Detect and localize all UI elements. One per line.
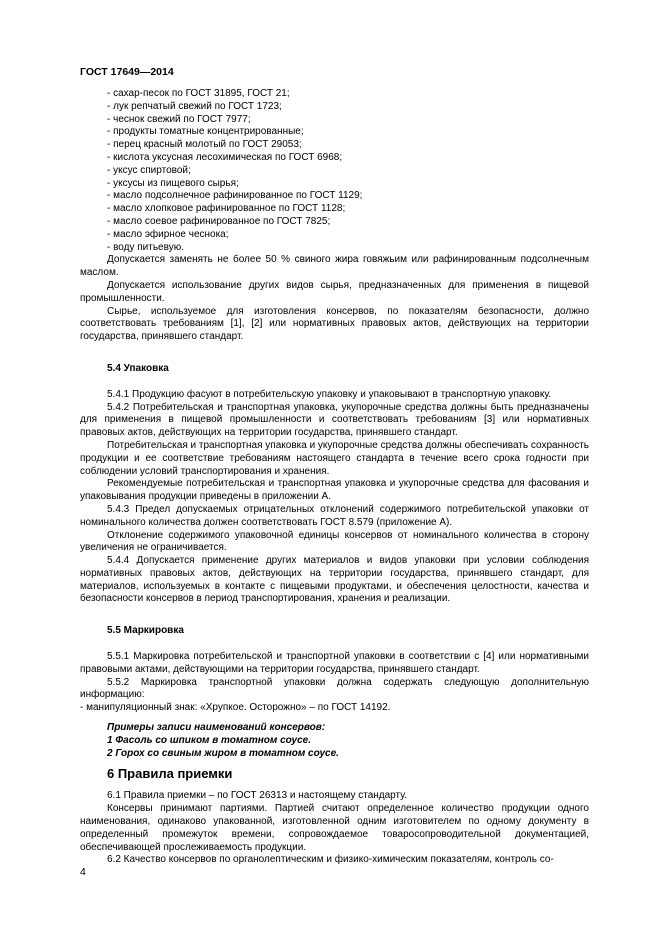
paragraph: 6.1 Правила приемки – по ГОСТ 26313 и настоящему стандарту.	[107, 790, 407, 802]
paragraph: Отклонение содержимого упаковочной единицы консервов от номинального количества в сторону увеличения не ограничивается.	[80, 529, 589, 554]
ingredient-list	[80, 88, 589, 254]
paragraph: Консервы принимают партиями. Партией считают определенное количество продукции одного наименования, одинаково упакованной, изготовленной одним изготовителем по одному документу в определенный промежуток времени, сопровождаемое товаросопроводительной документацией, обеспечивающей прослеживаемость продукции.	[80, 803, 589, 853]
list-item: - уксус спиртовой;	[107, 164, 191, 176]
list-item: - масло эфирное чеснока;	[107, 228, 229, 240]
list-item: - перец красный молотый по ГОСТ 29053;	[107, 139, 302, 151]
example-item: 2 Горох со свиным жиром в томатном соусе.	[107, 747, 339, 759]
page-content	[80, 88, 589, 867]
standard-header: ГОСТ 17649—2014	[80, 66, 174, 78]
examples-title: Примеры записи наименований консервов:	[107, 722, 326, 734]
list-item: - чеснок свежий по ГОСТ 7977;	[107, 113, 251, 125]
list-item: - продукты томатные концентрированные;	[107, 126, 304, 138]
section-heading: 5.4 Упаковка	[107, 362, 169, 374]
paragraph: 5.4.4 Допускается применение других материалов и видов упаковки при условии соблюдения нормативных правовых актов, действующих на территории государства, принявшего стандарт, для материалов, используемых в контакте с пищевыми продуктами, и обеспечения целостности, качества и безопасности консервов в период транспортирования, хранения и реализации.	[80, 555, 589, 605]
paragraph: 5.4.1 Продукцию фасуют в потребительскую упаковку и упаковывают в транспортную упаковку.	[107, 388, 552, 400]
paragraph: 5.5.2 Маркировка транспортной упаковки должна содержать следующую дополнительную информацию:	[80, 676, 589, 701]
manipulation-sign-item: - манипуляционный знак: «Хрупкое. Осторожно» – по ГОСТ 14192.	[80, 702, 391, 714]
list-item: - воду питьевую.	[107, 241, 184, 253]
paragraph: Допускается заменять не более 50 % свиного жира говяжьим или рафинированным подсолнечным маслом.	[80, 254, 589, 279]
paragraph: 5.5.1 Маркировка потребительской и транспортной упаковки в соответствии с [4] или нормативными правовыми актами, действующими на территории государства, принявшего стандарт.	[80, 651, 589, 675]
list-item: - лук репчатый свежий по ГОСТ 1723;	[107, 100, 282, 112]
section-heading: 5.5 Маркировка	[107, 625, 184, 637]
list-item: - масло подсолнечное рафинированное по ГОСТ 1129;	[107, 190, 363, 202]
paragraph: 5.4.3 Предел допускаемых отрицательных отклонений содержимого потребительской упаковки от номинального количества должен соответствовать ГОСТ 8.579 (приложение А).	[80, 503, 589, 528]
list-item: - масло соевое рафинированное по ГОСТ 7825;	[107, 215, 331, 227]
paragraph: 5.4.2 Потребительская и транспортная упаковка, укупорочные средства должны быть предназначены для применения в пищевой промышленности и соответствовать требованиям [3] или нормативных правовых актов, действующих на территории государства, принявшего стандарт.	[80, 401, 589, 439]
list-item: - уксусы из пищевого сырья;	[107, 177, 239, 189]
list-item: - кислота уксусная лесохимическая по ГОСТ 6968;	[107, 151, 343, 163]
list-item: - сахар-песок по ГОСТ 31895, ГОСТ 21;	[107, 88, 290, 99]
paragraph: Допускается использование других видов сырья, предназначенных для применения в пищевой промышленности.	[80, 279, 589, 304]
list-item: - масло хлопковое рафинированное по ГОСТ 1128;	[107, 203, 346, 215]
chapter-heading: 6 Правила приемки	[107, 766, 233, 782]
paragraph: Потребительская и транспортная упаковка и укупорочные средства должны обеспечивать сохранность продукции и ее соответствие требованиям настоящего стандарта в течение всего срока годности при соблюдении условий транспортирования и хранения.	[80, 439, 589, 477]
example-item: 1 Фасоль со шпиком в томатном соусе.	[107, 734, 311, 746]
page-number: 4	[80, 866, 86, 878]
paragraph: Рекомендуемые потребительская и транспортная упаковка и укупорочные средства для фасования и упаковывания продукции приведены в приложении А.	[80, 478, 589, 503]
paragraph: 6.2 Качество консервов по органолептическим и физико-химическим показателям, контроль со-	[107, 854, 554, 866]
paragraph: Сырье, используемое для изготовления консервов, по показателям безопасности, должно соответствовать требованиям [1], [2] или нормативных правовых актов, действующих на территории государства, принявшего стандарт.	[80, 305, 589, 343]
